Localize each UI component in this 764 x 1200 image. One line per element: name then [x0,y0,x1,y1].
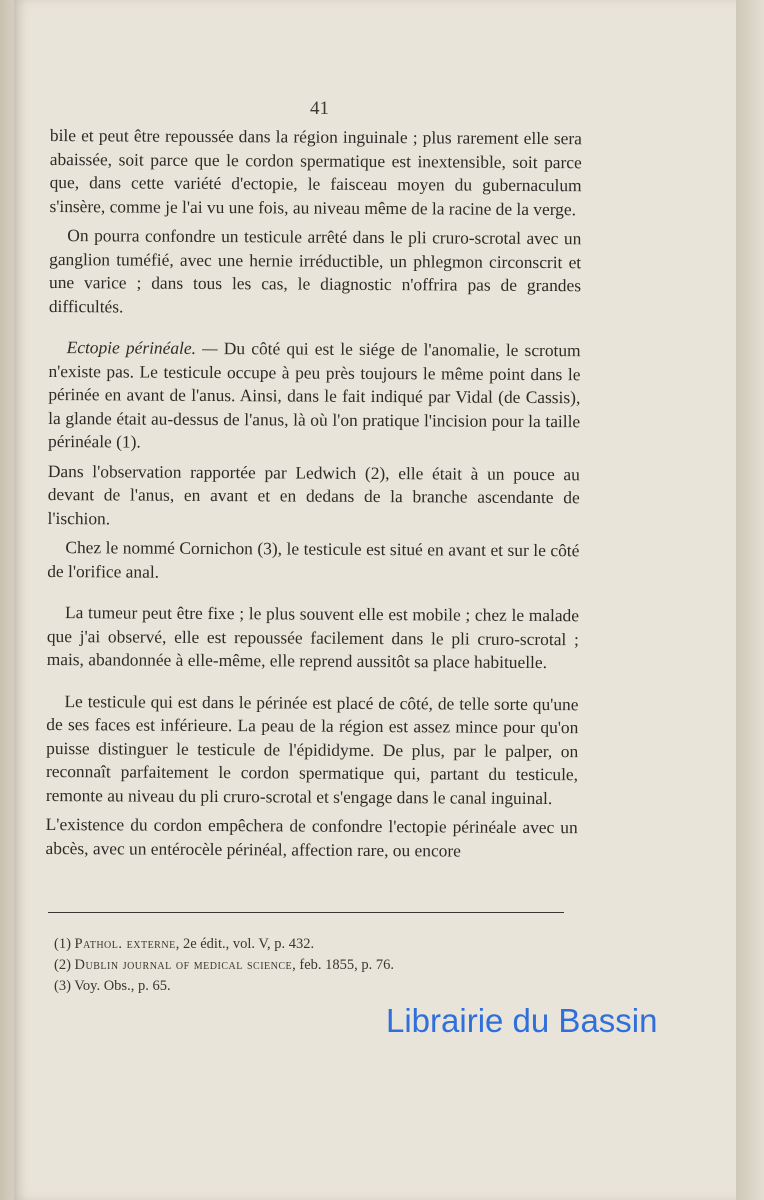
footnote-details: , 2e édit., vol. V, p. 432. [175,936,315,952]
paragraph-text: Du côté qui est le siége de l'anomalie, le scrotum n'existe pas. Le testicule occupe à peu près toujours le même point dans le périnée en avant de l'anus. Ainsi, dans le fait indiqué par Vidal (de Cassis), la glande était au-dessus de l'anus, là où l'on pratique l'incision pour la taille périnéale (1). [48,338,581,452]
paragraph-ectopie-perineale [48,336,581,457]
footnote-source: Dublin journal of medical science [74,957,293,973]
paragraph: Dans l'observation rapportée par Ledwich (2), elle était à un pouce au devant de l'anus, en avant et en dedans de la branche ascendante de l'ischion. [47,460,580,528]
footnote [54,976,574,997]
footnote-marker: (1) [54,936,71,952]
paragraph: On pourra confondre un testicule arrêté dans le pli cruro-scrotal avec un ganglion tuméfié, avec une hernie irréductible, un phlegmon circonscrit et une varice ; dans tous les cas, le diagnostic n'offrira pas de grandes difficultés. [48,225,582,316]
watermark-librairie: Librairie du Bassin [386,1002,658,1039]
paragraph: La tumeur peut être fixe ; le plus souvent elle est mobile ; chez le malade que j'ai observé, elle est repoussée facilement dans le pli cruro-scrotal ; mais, abandonnée à elle-même, elle reprend aussitôt sa place habituelle. [46,602,580,673]
page-number: 41 [310,98,329,119]
footnote-marker: (3) [54,978,71,994]
paragraph: Le testicule qui est dans le périnée est placé de côté, de telle sorte qu'une de ses faces est inférieure. La peau de la région est assez mince pour qu'on puisse distinguer le testicule de l'épididyme. De plus, par le palper, on reconnaît parfaitement le cordon spermatique qui, partant du testicule, remonte au niveau du pli cruro-scrotal et s'engage dans le canal inguinal. [45,690,579,808]
footnote-source: Pathol. externe [74,936,176,952]
footnote [54,955,574,976]
body-text [46,124,582,863]
background-right-edge [736,0,764,1200]
section-heading: Ectopie périnéale. — [66,337,218,359]
paragraph: L'existence du cordon empêchera de confondre l'ectopie périnéale avec un abcès, avec un entérocèle périnéal, affection rare, ou encore [45,813,578,861]
footnote-details: Voy. Obs., p. 65. [74,978,171,994]
paragraph: bile et peut être repoussée dans la région inguinale ; plus rarement elle sera abaissée, soit parce que le cordon spermatique est inextensible, soit parce que, dans cette variété d'ectopie, le faisceau moyen du gubernaculum s'insère, comme je l'ai vu une fois, au niveau même de la racine de la verge. [49,124,582,219]
footnote-details: , feb. 1855, p. 76. [292,957,395,973]
footnote-marker: (2) [54,957,71,973]
paragraph: Chez le nommé Cornichon (3), le testicule est situé en avant et sur le côté de l'orifice anal. [47,537,580,582]
footnote-divider [48,912,564,913]
footnote [54,934,574,955]
footnotes [54,934,574,997]
